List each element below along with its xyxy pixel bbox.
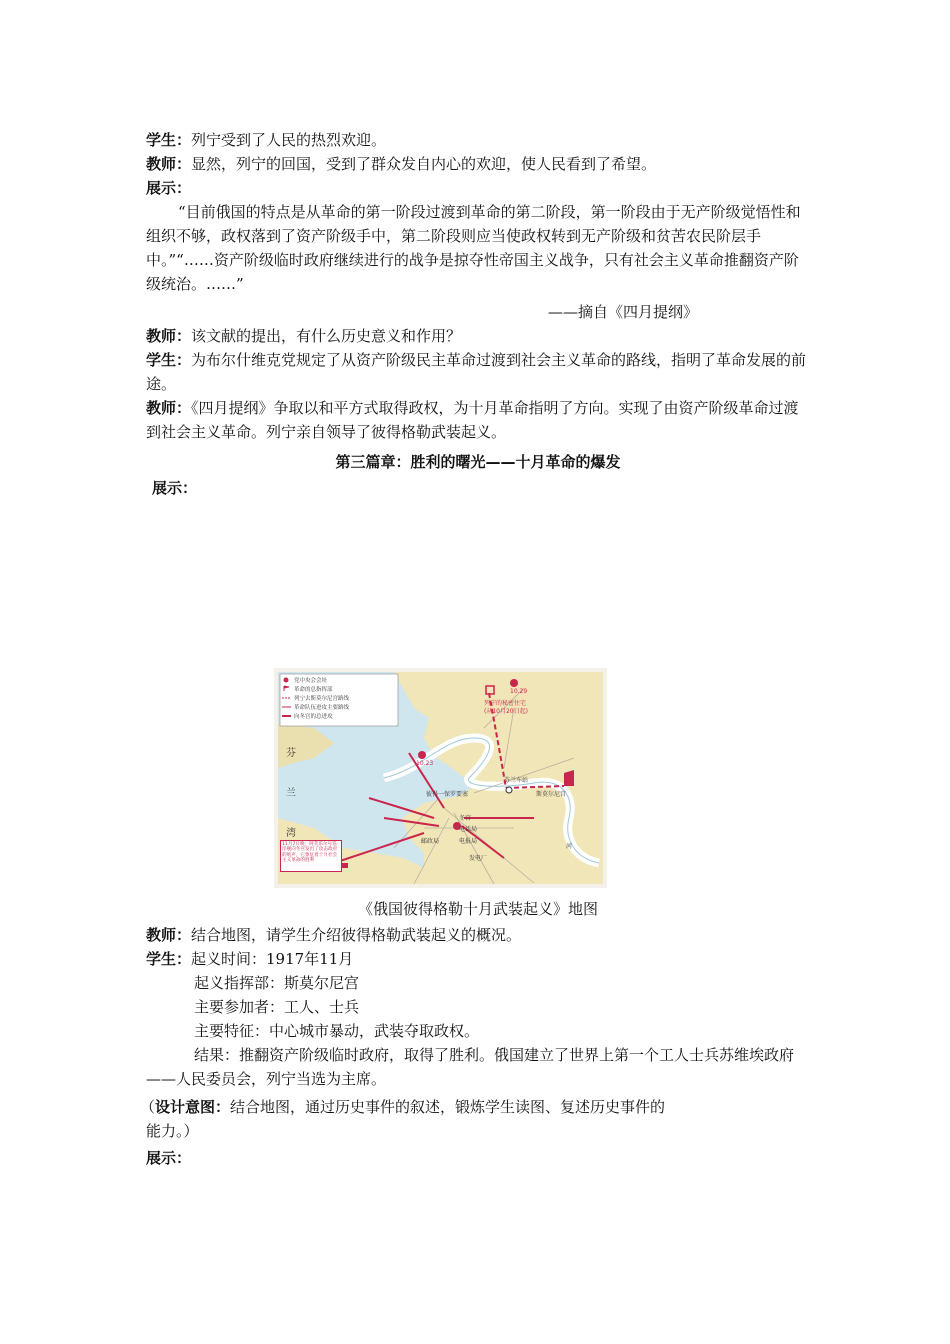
map-caption: 《俄国彼得格勒十月武装起义》地图 — [357, 900, 598, 918]
chapter-title: 第三篇章：胜利的曙光——十月革命的爆发 — [335, 453, 621, 471]
legend-item: 革命的总指挥部 — [294, 687, 333, 693]
design-intent-cont: 能力。） — [146, 1122, 199, 1140]
dialog-line: 学生：列宁受到了人民的热烈欢迎。 — [146, 131, 387, 149]
dialog-line: 教师：结合地图，请学生介绍彼得格勒武装起义的概况。 — [146, 926, 522, 944]
answer-result: 结果：推翻资产阶级临时政府，取得了胜利。俄国建立了世界上第一个工人士兵苏维埃政府——人民委员会，列宁当选为主席。 — [146, 1046, 795, 1088]
legend-item: 向冬宫的总进攻 — [294, 714, 333, 720]
map-label-date: 10.29 — [510, 688, 528, 695]
design-intent: （设计意图：结合地图，通过历史事件的叙述，锻炼学生读图、复述历史事件的 — [140, 1098, 666, 1116]
map-label-winter-palace: 冬宫 — [459, 815, 472, 822]
answer-item: 起义指挥部：斯莫尔尼宫 — [194, 974, 360, 992]
answer-item: 主要特征：中心城市暴动，武装夺取政权。 — [194, 1022, 480, 1040]
dialog-line: 学生：为布尔什维克党规定了从资产阶级民主革命过渡到社会主义革命的路线，指明了革命发展的前途。 — [146, 351, 807, 393]
map-label-gulf: 芬 — [286, 748, 296, 759]
show-label: 展示： — [146, 179, 192, 197]
map-label-lenin-home-date: (从10月20日起) — [484, 708, 528, 715]
legend-item: 党中央会会址 — [294, 678, 328, 684]
map-label-telephone: 电话局 — [459, 826, 478, 833]
show-label: 展示： — [146, 1149, 192, 1167]
map-label-date: 10.23 — [416, 760, 434, 767]
petrograd-uprising-map — [274, 668, 607, 888]
legend-icon — [284, 678, 289, 683]
map-label-post: 邮政局 — [421, 838, 440, 845]
map-label-fortress: 彼得一保罗要塞 — [426, 791, 469, 798]
map-label-power: 发电厂 — [469, 855, 488, 862]
answer-item: 主要参加者：工人、士兵 — [194, 998, 360, 1016]
dialog-line: 教师：《四月提纲》争取以和平方式取得政权，为十月革命指明了方向。实现了由资产阶级革命过渡到社会主义革命。列宁亲自领导了彼得格勒武装起义。 — [146, 399, 799, 441]
dialog-line: 学生：起义时间：1917年11月 — [146, 950, 354, 968]
meeting-marker — [418, 751, 426, 759]
dialog-line: 教师：显然，列宁的回国，受到了群众发自内心的欢迎，使人民看到了希望。 — [146, 155, 657, 173]
show-label: 展示： — [152, 479, 198, 497]
map-label-gulf: 兰 — [286, 788, 296, 799]
legend-item: 革命队伍进攻主要路线 — [294, 705, 350, 711]
map-label-river: 河 — [566, 843, 573, 850]
station-marker — [506, 787, 512, 793]
map-label-smolny: 斯莫尔尼宫 — [536, 791, 567, 798]
meeting-marker — [510, 679, 518, 687]
quote-source: ——摘自《四月提纲》 — [548, 303, 699, 321]
legend-item: 列宁去斯莫尔尼宫路线 — [294, 696, 350, 702]
map-label-station: 芬兰车站 — [504, 777, 529, 784]
map-note: 11月7日晚，阿芙乐尔号巡洋舰向冬宫发出了攻击政府的炮声，它象征着十月社会主义革命的胜利 — [280, 840, 342, 872]
map-label-gulf: 湾 — [286, 828, 296, 839]
dialog-line: 教师：该文献的提出，有什么历史意义和作用？ — [146, 327, 462, 345]
quote-text: “目前俄国的特点是从革命的第一阶段过渡到革命的第二阶段，第一阶段由于无产阶级觉悟性和组织不够，政权落到了资产阶级手中，第二阶段则应当使政权转到无产阶级和贫苦农民阶层手中。”“……资产阶级临时政府继续进行的战争是掠夺性帝国主义战争，只有社会主义革命推翻资产阶级统治。……” — [146, 203, 801, 293]
map-label-lenin-home: 列宁的秘密住宅 — [484, 700, 527, 707]
map-label-telegraph: 电报局 — [459, 838, 478, 845]
